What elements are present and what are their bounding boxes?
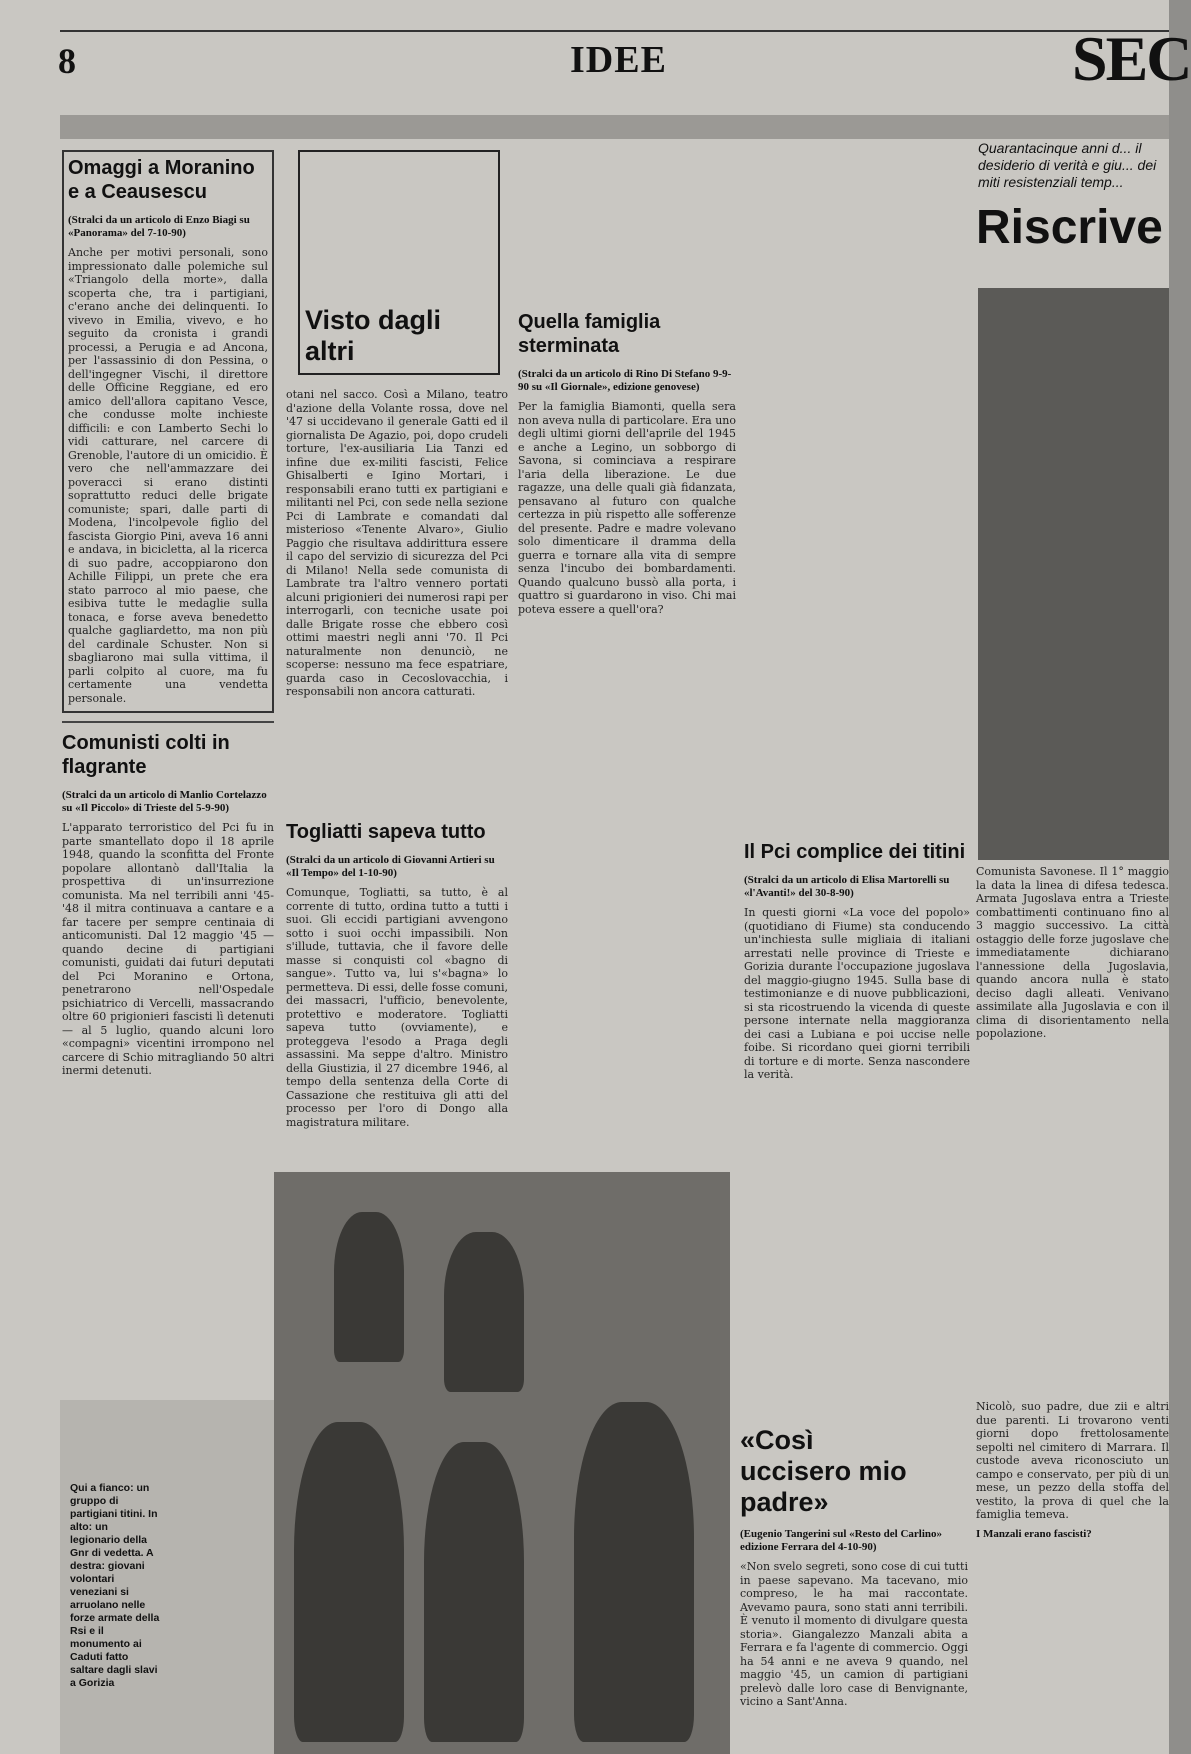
- article-dek: (Eugenio Tangerini sul «Resto del Carlino» edizione Ferrara del 4-10-90): [740, 1528, 943, 1553]
- article-pci-titini: [744, 150, 970, 1390]
- right-body-lower: [976, 1400, 1169, 1754]
- article-body: «Non svelo segreti, sono cose di cui tutti in paese sapevano. Ma tacevano, mio compreso, le ha mai raccontate. Avevamo paura, sono stati anni terribili. È venuto il momento di divulgare questa storia». Giangalezzo Manzali abita a Ferrara e fa l'agente di commercio. Oggi ha 54 anni e ne aveva 9 quando, nel maggio '45, un camion di partigiani prelevò dalle loro case di Benvignante, vicino a Sant'Anna.: [740, 1560, 968, 1708]
- top-band: [60, 115, 1169, 139]
- article-body: In questi giorni «La voce del popolo» (quotidiano di Fiume) sta conducendo un'inchiesta sulle migliaia di italiani arrestati nelle province di Trieste e Gorizia durante l'occupazione jugoslava del maggio-giugno 1945. Sulla base di testimonianze e di nuove pubblicazioni, si sta ricostruendo la vicenda di queste persone internate nella maggioranza dei casi a Lubiana e poi uccise nelle foibe. Si ricordano quei giorni terribili di torture e di morte. Senza nascondere la verità.: [744, 906, 970, 1081]
- article-title: Quella famiglia sterminata: [518, 311, 661, 357]
- subhead: I Manzali erano fascisti?: [976, 1527, 1092, 1540]
- figure: [334, 1212, 404, 1362]
- right-photo: [978, 288, 1169, 860]
- article-dek: (Stralci da un articolo di Giovanni Artieri su «Il Tempo» del 1-10-90): [286, 854, 495, 879]
- article-dek: (Stralci da un articolo di Elisa Martorelli su «l'Avanti!» del 30-8-90): [744, 874, 950, 899]
- right-title: Riscrive: [976, 201, 1163, 254]
- article-body: otani nel sacco. Così a Milano, teatro d'azione della Volante rossa, dove nel '47 si uccidevano il generale Gatti ed il giornalista De Agazio, poi, dopo crudeli torture, l'ex-ausiliaria Lia Tanzi ed infine due ex-militi fascisti, Felice Ghisalberti e Igino Mortari, i responsabili erano tutti ex partigiani e militanti nel Pci, con sede nella sezione Pci di Lambrate e comandati dal misterioso «Tenente Alvaro», Giulio Paggio che risultava addirittura essere il capo del servizio di sicurezza del Pci di Milano! Nella sede comunista di Lambrate tra l'altro vennero portati alcuni prigionieri dei numerosi rapi per interrogarli, con tecniche usate poi dalle Brigate rosse che ebbero così ottimi maestri negli anni '70. Il Pci naturalmente non denunciò, ne scoperse: nessuno ma fece espatriare, guarda caso in Cecoslovacchia, i responsabili non ancora catturati.: [286, 388, 508, 698]
- article-togliatti: [286, 820, 508, 1165]
- article-omaggi: [62, 150, 274, 713]
- header-rule: [60, 30, 1169, 32]
- figure: [424, 1442, 524, 1742]
- figure: [574, 1402, 694, 1742]
- article-title: Il Pci complice dei titini: [744, 841, 966, 863]
- article-title: Comunisti colti in flagrante: [62, 732, 230, 778]
- article-body: Nicolò, suo padre, due zii e altri due parenti. Li trovarono venti giorni dopo frettolosamente sepolti nel cimitero di Marrara. Il custode aveva riconosciuto un campo e conservato, per più di un mese, un pezzo della stoffa del vestito, la prova di quel che la famiglia temeva.: [976, 1400, 1169, 1521]
- article-famiglia: [518, 150, 736, 1162]
- masthead: SEC: [1072, 23, 1191, 94]
- article-dek: (Stralci da un articolo di Manlio Cortelazzo su «Il Piccolo» di Trieste del 5-9-90): [62, 789, 267, 814]
- article-title: Togliatti sapeva tutto: [286, 821, 486, 843]
- figure: [444, 1232, 524, 1392]
- article-title: «Così uccisero mio padre»: [740, 1425, 907, 1517]
- article-cosi: [740, 1425, 968, 1754]
- article-body: Anche per motivi personali, sono impressionato dalle polemiche sul «Triangolo della morte», dalla scoperta che, tra i partigiani, c'erano anche dei delinquenti. Io vivevo in Emilia, vivevo, e ho seguito da cronista i grandi processi, a Perugia e ad Ancona, per l'assassinio di don Pessina, o dell'ingegner Vischi, il direttore delle Officine Reggiane, ed ero amico dell'allora capitano Vesce, che condusse molte inchieste difficili: e con Lamberto Sechi lo vidi catturare, nel carcere di Grenoble, l'autore di un omicidio. È vero che nell'ammazzare dei poveracci si erano distinti soprattutto reduci delle brigate comuniste; spari, dalle parti di Modena, l'incolpevole figlio del fascista Giorgio Pini, aveva 16 anni e andava, in bicicletta, al la ricerca di suo padre, accoppiarono don Achille Filippi, un prete che era stato parroco al mio paese, che esibiva tutte le medaglie sulla tonaca, e forse aveva benedetto qualche gagliardetto, ma non più del cardinale Schuster. Non si sbagliarono mai sulla vittima, il parli colpito al cuore, ma fu certamente una vendetta personale.: [68, 246, 268, 705]
- figure: [294, 1422, 404, 1742]
- section-title: IDEE: [570, 39, 667, 81]
- article-body: Comunque, Togliatti, sa tutto, è al corrente di tutto, ordina tutto a tutti i suoi. Gli eccidi partigiani avvengono sotto i suoi occhi impassibili. Non s'illude, tuttavia, che il favore delle masse si conquisti col «bagno di sangue». Tutto va, lui s'«bagna» lo permetteva. Di essi, delle fosse comuni, dei massacri, l'ufficio, benevolente, protettivo e moderatore. Togliatti sapeva tutto (ovviamente), e proteggeva l'esodo a Praga degli assassini. Ma seppe d'altro. Ministro della Giustizia, il 27 dicembre 1946, al tempo della sentenza della Corte di Cassazione che restituiva gli atti del processo per l'oro di Dongo alla magistratura militare.: [286, 886, 508, 1129]
- article-body: L'apparato terroristico del Pci fu in parte smantellato dopo il 18 aprile 1948, quando la sconfitta del Fronte popolare allontanò dall'Italia la prospettiva di un'insurrezione comunista. Ma nel terribili anni '45-'48 il mitra continuava a cantare e a far tacere per sempre centinaia di anticomunisti. Dal 12 maggio '45 — quando decine di partigiani comunisti, guidati dai futuri deputati del Pci Moranino e Ortona, penetrarono nell'Ospedale psichiatrico di Vercelli, massacrando oltre 60 prigionieri fascisti lì detenuti — al 5 luglio, quando alcuni loro «compagni» vicentini irrompono nel carcere di Schio mitragliando 50 altri inermi detenuti.: [62, 821, 274, 1077]
- article-title: Omaggi a Moranino e a Ceausescu: [68, 157, 255, 203]
- article-body: Per la famiglia Biamonti, quella sera non aveva nulla di particolare. Era uno degli ultimi giorni dell'aprile del 1945 e anche a Legino, un sobborgo di Savona, si cominciava a respirare l'aria della liberazione. Le due ragazze, una delle quali già fidanzata, pensavano al futuro con qualche certezza in più rispetto alle sofferenze del presente. Padre e madre volevano solo dimenticare il dramma della guerra e tornare alla vita di sempre senza l'incubo dei bombardamenti. Quando qualcuno bussò alla porta, i quattro si guardarono in viso. Chi mai poteva essere a quell'ora?: [518, 400, 736, 616]
- column-1: [62, 150, 274, 1395]
- article-comunisti: [62, 731, 274, 1078]
- divider: [62, 721, 274, 723]
- article-dek: (Stralci da un articolo di Enzo Biagi su «Panorama» del 7-10-90): [68, 214, 250, 239]
- photo-caption: Qui a fianco: un gruppo di partigiani titini. In alto: un legionario della Gnr di vedetta. A destra: giovani volontari veneziani si arruolano nelle forze armate della Rsi e il monumento ai Caduti fatto saltare dagli slavi a Gorizia: [70, 1482, 160, 1689]
- article-dek: (Stralci da un articolo di Rino Di Stefano 9-9-90 su «Il Giornale», edizione genovese): [518, 368, 732, 393]
- article-body: Comunista Savonese. Il 1° maggio la data la linea di difesa tedesca. Armata Jugoslava entra a Trieste combattimenti continuano fino al 3 maggio successivo. La città ostaggio delle forze jugoslave che immediatamente dichiarano l'annessione della Jugoslavia, quando ancora nulla è stato deciso dagli alleati. Venivano assimilate alla Jugoslavia e con il clima di disorientamento nella popolazione.: [976, 865, 1169, 1040]
- right-kicker: Quarantacinque anni d... il desiderio di verità e giu... dei miti resistenziali temp...: [978, 140, 1157, 190]
- article-title-visto: Visto dagli altri: [305, 305, 442, 366]
- partisans-photo: [274, 1172, 730, 1754]
- column-2-upper: [286, 388, 508, 768]
- page-number: 8: [58, 41, 76, 81]
- right-body-upper: [976, 865, 1169, 1395]
